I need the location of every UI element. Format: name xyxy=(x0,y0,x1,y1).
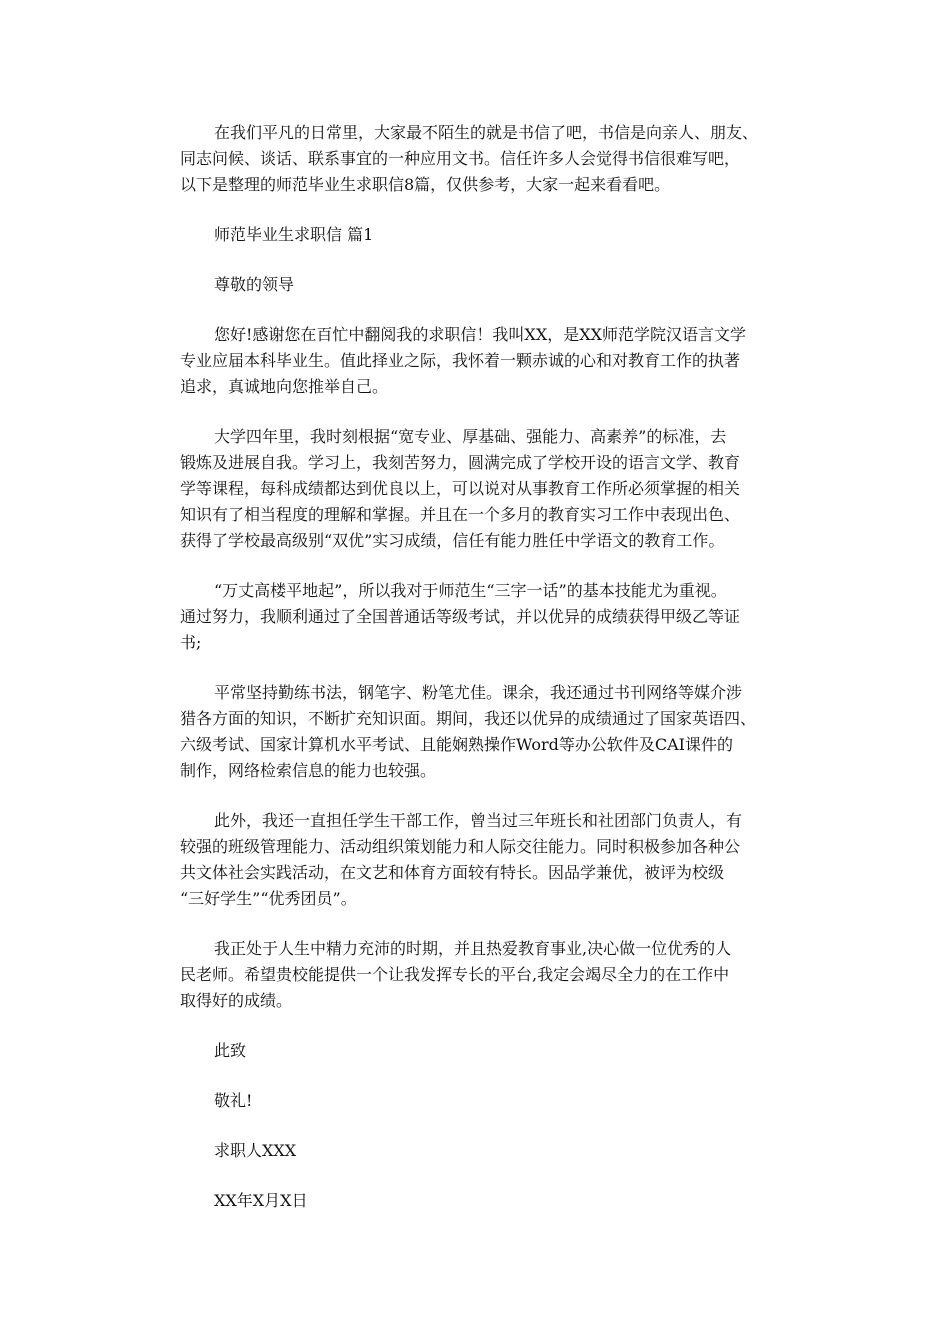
section-title: 师范毕业生求职信 篇1 xyxy=(214,225,374,244)
body-paragraph xyxy=(180,808,780,912)
paragraph-line: 书; xyxy=(180,633,202,652)
salutation: 尊敬的领导 xyxy=(214,275,295,294)
document-page xyxy=(180,120,780,1214)
paragraph-line: 较强的班级管理能力、活动组织策划能力和人际交往能力。同时积极参加各种公 xyxy=(180,837,741,856)
body-paragraph xyxy=(180,322,780,400)
closing-regards: 敬礼! xyxy=(214,1091,253,1110)
paragraph-line: 共文体社会实践活动，在文艺和体育方面较有特长。因品学兼优，被评为校级 xyxy=(180,863,725,882)
body-paragraph xyxy=(180,578,780,656)
paragraph-line: 制作，网络检索信息的能力也较强。 xyxy=(180,761,437,780)
paragraph-line: 您好!感谢您在百忙中翻阅我的求职信！我叫XX，是XX师范学院汉语言文学 xyxy=(214,325,746,344)
paragraph-line: 知识有了相当程度的理解和掌握。并且在一个多月的教育实习工作中表现出色、 xyxy=(180,505,741,524)
paragraph-line: 通过努力，我顺利通过了全国普通话等级考试，并以优异的成绩获得甲级乙等证 xyxy=(180,607,741,626)
paragraph-line: 民老师。希望贵校能提供一个让我发挥专长的平台,我定会竭尽全力的在工作中 xyxy=(180,965,730,984)
paragraph-line: 追求，真诚地向您推举自己。 xyxy=(180,377,389,396)
paragraph-line: 获得了学校最高级别“双优”实习成绩，信任有能力胜任中学语文的教育工作。 xyxy=(180,531,725,550)
paragraph-line: “三好学生”“优秀团员”。 xyxy=(180,889,357,908)
paragraph-line: 猎各方面的知识，不断扩充知识面。期间，我还以优异的成绩通过了国家英语四、 xyxy=(180,709,757,728)
body-paragraph xyxy=(180,680,780,784)
paragraph-line: 六级考试、国家计算机水平考试、且能娴熟操作Word等办公软件及CAI课件的 xyxy=(180,735,734,754)
paragraph-line: 平常坚持勤练书法，钢笔字、粉笔尤佳。课余，我还通过书刊网络等媒介涉 xyxy=(214,683,743,702)
intro-paragraph xyxy=(180,120,780,198)
date: XX年X月X日 xyxy=(214,1191,308,1210)
signature: 求职人XXX xyxy=(214,1141,297,1160)
intro-line: 在我们平凡的日常里，大家最不陌生的就是书信了吧，书信是向亲人、朋友、 xyxy=(214,123,759,142)
body-paragraph xyxy=(180,936,780,1014)
intro-line: 同志问候、谈话、联系事宜的一种应用文书。信任许多人会觉得书信很难写吧， xyxy=(180,149,741,168)
paragraph-line: 取得好的成绩。 xyxy=(180,991,293,1010)
intro-line: 以下是整理的师范毕业生求职信8篇，仅供参考，大家一起来看看吧。 xyxy=(180,175,671,194)
closing-line: 此致 xyxy=(214,1041,247,1060)
paragraph-line: 大学四年里，我时刻根据“宽专业、厚基础、强能力、高素养”的标准，去 xyxy=(214,427,727,446)
paragraph-line: 此外，我还一直担任学生干部工作，曾当过三年班长和社团部门负责人，有 xyxy=(214,811,743,830)
paragraph-line: 学等课程，每科成绩都达到优良以上，可以说对从事教育工作所必须掌握的相关 xyxy=(180,479,741,498)
body-paragraph xyxy=(180,424,780,554)
paragraph-line: 锻炼及进展自我。学习上，我刻苦努力，圆满完成了学校开设的语言文学、教育 xyxy=(180,453,741,472)
paragraph-line: 专业应届本科毕业生。值此择业之际，我怀着一颗赤诚的心和对教育工作的执著 xyxy=(180,351,741,370)
paragraph-line: “万丈高楼平地起”，所以我对于师范生“三字一话”的基本技能尤为重视。 xyxy=(214,581,727,600)
paragraph-line: 我正处于人生中精力充沛的时期，并且热爱教育事业,决心做一位优秀的人 xyxy=(214,939,732,958)
